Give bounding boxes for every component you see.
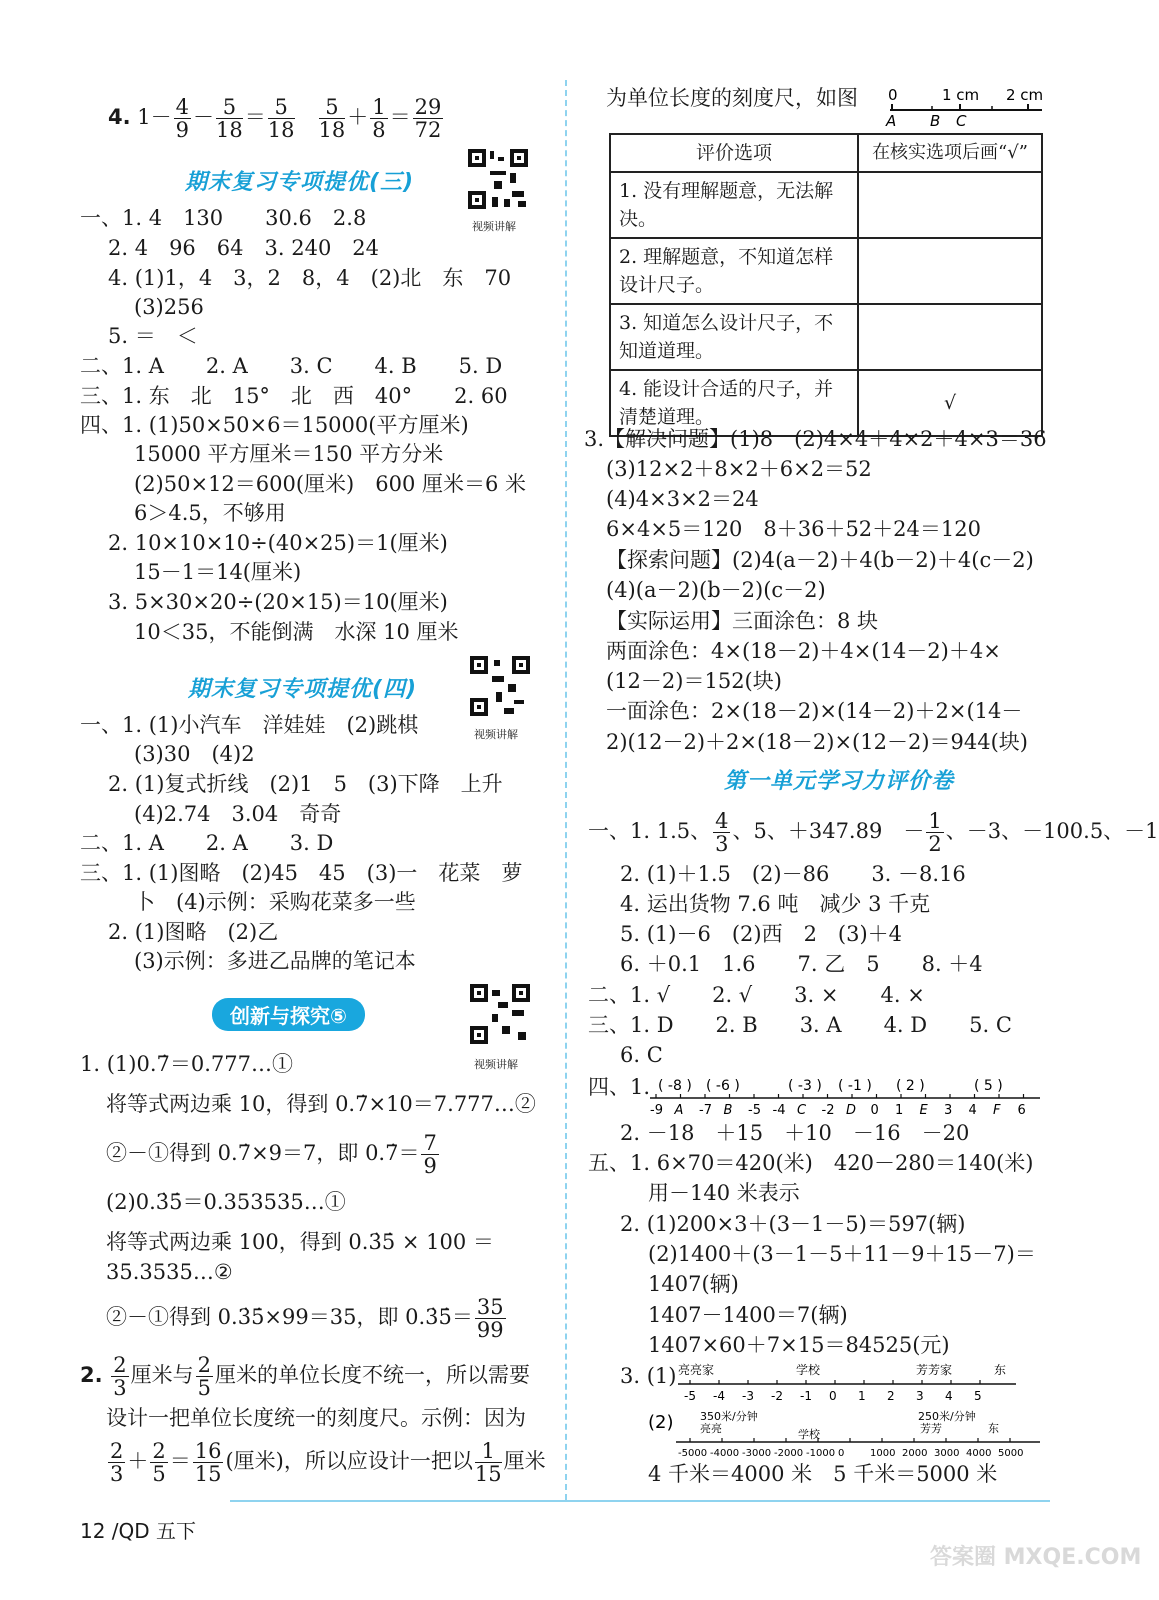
- answer-line: 2. (1)200×3＋(3－1－5)＝597(辆): [620, 1212, 966, 1236]
- number-line-tick-label: -5: [748, 1103, 761, 1118]
- number-line-label: 250米/分钟: [918, 1410, 976, 1423]
- answer-line: 二、1. A 2. A 3. C 4. B 5. D: [80, 354, 503, 378]
- number-line-box: ( -8 ): [658, 1078, 692, 1094]
- answer-line: (3)12×2＋8×2＋6×2＝52: [606, 457, 872, 481]
- qr-caption: 视频讲解: [474, 728, 518, 741]
- number-line-tick-label: 2000: [902, 1448, 928, 1459]
- answer-line: 6. C: [620, 1043, 663, 1067]
- section-title-5: 创新与探究⑤: [212, 998, 365, 1031]
- number-line-label: 学校: [798, 1428, 820, 1441]
- answer-line: 3.【解决问题】(1)8 (2)4×4＋4×2＋4×3＝36: [584, 427, 1047, 451]
- s5-line-1: 1. (1)0.7̇＝0.777…①: [80, 1052, 293, 1076]
- number-line-tick-label: 4: [945, 1389, 953, 1403]
- qr-code-icon: [466, 147, 530, 211]
- answer-line: 四、1.: [588, 1075, 651, 1099]
- number-line-tick-label: -4: [713, 1389, 725, 1403]
- s5-line-9: 设计一把单位长度统一的刻度尺。示例：因为: [106, 1406, 526, 1430]
- answer-line: (2)50×12＝600(厘米) 600 厘米＝6 米: [134, 472, 527, 496]
- s5-line-8: 2. $\frac{2}{3}$ 厘米与 $\frac{2}{5}$ 厘米的单位长度不统一，所以需要: [80, 1353, 531, 1400]
- table-cell-option: 1. 没有理解题意，无法解决。: [610, 172, 858, 238]
- answer-line-top: 4. 1－ $\frac{4}{9}$ － $\frac{5}{18}$ ＝ $\frac{5}{18}$ $\frac{5}{18}$ ＋ $\frac{1}{8}$ ＝ $\frac{29}{72}$: [108, 95, 442, 142]
- qr-caption: 视频讲解: [472, 220, 516, 233]
- number-line-tick-label: -4: [772, 1103, 786, 1118]
- answer-line: (3)30 (4)2: [134, 742, 255, 766]
- qr-code-icon: [468, 654, 532, 718]
- table-cell-mark: [858, 238, 1042, 304]
- answer-line: (3)256: [134, 295, 204, 319]
- answer-line: 一、1. 4 130 30.6 2.8: [80, 206, 367, 230]
- qr-caption: 视频讲解: [474, 1058, 518, 1071]
- s5-line-10: $\frac{2}{3}$ ＋ $\frac{2}{5}$ ＝ $\frac{16}{15}$ (厘米)，所以应设计一把以 $\frac{1}{15}$ 厘米: [110, 1439, 546, 1486]
- answer-line: 3. 5×30×20÷(20×15)＝10(厘米): [108, 590, 448, 614]
- number-line-tick-label: 0: [829, 1389, 837, 1403]
- number-line-box: ( 2 ): [896, 1078, 925, 1094]
- answer-line: 6×4×5＝120 8＋36＋52＋24＝120: [606, 517, 981, 541]
- number-line-tick-label: 5: [974, 1389, 982, 1403]
- number-line-label: 东: [988, 1422, 999, 1435]
- table-cell-option: 4. 能设计合适的尺子，并清楚道理。: [610, 370, 858, 436]
- number-line-tick-label: 3: [944, 1103, 953, 1118]
- answer-line: 用－140 米表示: [648, 1181, 800, 1205]
- ruler-intro: 为单位长度的刻度尺，如图: [606, 86, 858, 110]
- number-line-tick-label: -2: [771, 1389, 783, 1403]
- number-line-label: 亮亮家: [678, 1363, 715, 1377]
- number-line-label: 芳芳: [920, 1422, 942, 1435]
- answer-line: 1407(辆): [648, 1272, 739, 1296]
- footer-rule: [230, 1500, 1050, 1502]
- number-line-label: 350米/分钟: [700, 1410, 758, 1423]
- answer-line: 【实际运用】三面涂色：8 块: [606, 609, 879, 633]
- table-cell-option: 3. 知道怎么设计尺子，不知道道理。: [610, 304, 858, 370]
- number-line-tick-label: F: [993, 1103, 1001, 1118]
- table-row: [610, 238, 1042, 304]
- number-line-prefix: (2): [648, 1412, 674, 1433]
- answer-line: 5. (1)－6 (2)西 2 (3)＋4: [620, 922, 903, 946]
- s5-line-4: (2)0.3̇5̇＝0.353535…①: [106, 1190, 346, 1214]
- number-line-tick-label: -5000: [678, 1448, 708, 1459]
- watermark: 答案圈 MXQE.COM: [930, 1545, 1142, 1570]
- number-line-tick-label: 4: [968, 1103, 977, 1118]
- answer-line: 2. (1)图略 (2)乙: [108, 920, 279, 944]
- table-cell-mark: √: [858, 370, 1042, 436]
- answer-line: 三、1. D 2. B 3. A 4. D 5. C: [588, 1013, 1012, 1037]
- ruler-tick-2: 2 cm: [1006, 86, 1044, 104]
- ruler-label-b: B: [930, 112, 941, 130]
- number-line-tick-label: 3000: [934, 1448, 960, 1459]
- number-line-tick-label: 1000: [870, 1448, 896, 1459]
- table-cell-option: 2. 理解题意，不知道怎样设计尺子。: [610, 238, 858, 304]
- number-line-tick-label: -2: [821, 1103, 835, 1118]
- answer-line: 【探索问题】(2)4(a－2)＋4(b－2)＋4(c－2): [606, 548, 1034, 572]
- number-line-tick-label: -3: [742, 1389, 754, 1403]
- s5-line-6: 35.3535…②: [106, 1260, 233, 1284]
- answer-line: 一、1. (1)小汽车 洋娃娃 (2)跳棋: [80, 713, 419, 737]
- number-line-tick-label: -2000: [774, 1448, 804, 1459]
- number-line-box: ( -1 ): [838, 1078, 872, 1094]
- answer-line: 15000 平方厘米＝150 平方分米: [134, 442, 444, 466]
- answer-line: 2. (1)复式折线 (2)1 5 (3)下降 上升: [108, 772, 503, 796]
- column-divider: [565, 80, 567, 1500]
- number-line-box: ( 5 ): [974, 1078, 1003, 1094]
- section-title-3: 期末复习专项提优(三): [185, 170, 415, 195]
- number-line-3: [648, 1408, 1048, 1462]
- table-header-row: [610, 134, 1042, 172]
- number-line-label: 学校: [796, 1363, 821, 1377]
- number-line-tick-label: 0: [870, 1103, 879, 1118]
- answer-line: 15－1＝14(厘米): [134, 560, 302, 584]
- answer-line: 6. ＋0.1 1.6 7. 乙 5 8. ＋4: [620, 952, 983, 976]
- answer-line: 二、1. √ 2. √ 3. × 4. ×: [588, 983, 925, 1007]
- number-line-tick-label: -4000: [710, 1448, 740, 1459]
- page-footer: 12 /QD 五下: [80, 1519, 197, 1543]
- table-header-option: 评价选项: [610, 134, 858, 172]
- qr-code-icon: [468, 982, 532, 1046]
- number-line-tick-label: -5: [684, 1389, 696, 1403]
- number-line-tick-label: 3: [916, 1389, 924, 1403]
- number-line-tick-label: B: [723, 1103, 733, 1118]
- number-line-tick-label: 4000: [966, 1448, 992, 1459]
- number-line-1: [648, 1074, 1048, 1120]
- answer-line: 卜 (4)示例：采购花菜多一些: [134, 890, 416, 914]
- ruler-label-c: C: [956, 112, 967, 130]
- answer-line: 3. (1): [620, 1364, 677, 1388]
- answer-line: 10＜35，不能倒满 水深 10 厘米: [134, 620, 459, 644]
- number-line-label: 亮亮: [700, 1422, 722, 1435]
- answer-line: 2. (1)＋1.5 (2)－86 3. －8.16: [620, 862, 966, 886]
- ruler-tick-0: 0: [888, 86, 898, 104]
- table-row: [610, 304, 1042, 370]
- answer-line: (4)(a－2)(b－2)(c－2): [606, 578, 826, 602]
- unit-line-1: 一、1. 1.5、 $\frac{4}{3}$ 、5、＋347.89 － $\frac{1}{2}$ 、－3、－100.5、－1: [588, 809, 1159, 856]
- answer-line: (3)示例：多进乙品牌的笔记本: [134, 949, 416, 973]
- number-line-tick-label: E: [919, 1103, 928, 1118]
- answer-line: 四、1. (1)50×50×6＝15000(平方厘米): [80, 413, 469, 437]
- number-line-tick-label: -1000: [806, 1448, 836, 1459]
- answer-line: 2. 4 96 64 3. 240 24: [108, 236, 380, 260]
- ruler-tick-1: 1 cm: [942, 86, 980, 104]
- answer-line: 2)(12－2)＋2×(18－2)×(12－2)＝944(块): [606, 730, 1028, 754]
- unit-last-line: 4 千米＝4000 米 5 千米＝5000 米: [648, 1462, 998, 1486]
- number-line-box: ( -3 ): [788, 1078, 822, 1094]
- table-cell-mark: [858, 172, 1042, 238]
- number-line-label: 东: [994, 1363, 1007, 1377]
- answer-line: 6＞4.5，不够用: [134, 501, 286, 525]
- number-line-tick-label: 1: [858, 1389, 866, 1403]
- answer-line: 一面涂色：2×(18－2)×(14－2)＋2×(14－: [606, 699, 1023, 723]
- answer-line: 1407－1400＝7(辆): [648, 1303, 848, 1327]
- answer-line: 三、1. 东 北 15° 北 西 40° 2. 60: [80, 384, 508, 408]
- answer-line: 5. ＝ ＜: [108, 324, 198, 348]
- answer-line: 1407×60＋7×15＝84525(元): [648, 1333, 950, 1357]
- answer-line: 五、1. 6×70＝420(米) 420－280＝140(米): [588, 1151, 1034, 1175]
- s5-line-3: ②－①得到 0.7̇×9＝7，即 0.7̇＝ $\frac{7}{9}$: [106, 1131, 437, 1178]
- number-line-tick-label: 5000: [998, 1448, 1024, 1459]
- ruler-figure: [880, 80, 1050, 128]
- answer-line: 4. (1)1，4 3，2 8，4 (2)北 东 70: [108, 266, 512, 290]
- number-line-tick-label: -7: [699, 1103, 712, 1118]
- answer-line: 2. －18 ＋15 ＋10 －16 －20: [620, 1121, 970, 1145]
- number-line-tick-label: D: [846, 1103, 857, 1118]
- number-line-tick-label: A: [674, 1103, 684, 1118]
- number-line-tick-label: 1: [895, 1103, 904, 1118]
- table-row: [610, 172, 1042, 238]
- evaluation-table: [609, 133, 1043, 437]
- number-line-tick-label: C: [797, 1103, 807, 1118]
- section-title-4: 期末复习专项提优(四): [188, 677, 418, 702]
- table-header-mark: 在核实选项后画“√”: [858, 134, 1042, 172]
- answer-line: 三、1. (1)图略 (2)45 45 (3)一 花菜 萝: [80, 861, 523, 885]
- number-line-tick-label: -9: [650, 1103, 663, 1118]
- s5-line-7: ②－①得到 0.3̇5̇×99＝35，即 0.3̇5̇＝ $\frac{35}{99}$: [106, 1295, 504, 1342]
- answer-line: (2)1400＋(3－1－5＋11－9＋15－7)＝: [648, 1242, 1036, 1266]
- table-cell-mark: [858, 304, 1042, 370]
- number-line-tick-label: 2: [887, 1389, 895, 1403]
- s5-line-2: 将等式两边乘 10，得到 0.7̇×10＝7.777…②: [106, 1092, 536, 1116]
- answer-line: 两面涂色：4×(18－2)＋4×(14－2)＋4×: [606, 639, 1001, 663]
- number-line-tick-label: -3000: [742, 1448, 772, 1459]
- s5-line-5: 将等式两边乘 100，得到 0.3̇5̇ × 100 ＝: [106, 1230, 494, 1254]
- number-line-2: [676, 1360, 1046, 1406]
- answer-line: (12－2)＝152(块): [606, 669, 782, 693]
- unit-title: 第一单元学习力评价卷: [724, 769, 955, 794]
- number-line-label: 芳芳家: [916, 1363, 953, 1377]
- answer-line: 2. 10×10×10÷(40×25)＝1(厘米): [108, 531, 448, 555]
- answer-line: (4)2.74 3.04 奇奇: [134, 802, 342, 826]
- number-line-box: ( -6 ): [706, 1078, 740, 1094]
- answer-line: (4)4×3×2＝24: [606, 487, 759, 511]
- number-line-tick-label: -1: [800, 1389, 812, 1403]
- number-line-tick-label: 6: [1017, 1103, 1026, 1118]
- answer-line: 4. 运出货物 7.6 吨 减少 3 千克: [620, 892, 931, 916]
- answer-line: 二、1. A 2. A 3. D: [80, 831, 334, 855]
- ruler-label-a: A: [886, 112, 897, 130]
- number-line-tick-label: 0: [838, 1448, 845, 1459]
